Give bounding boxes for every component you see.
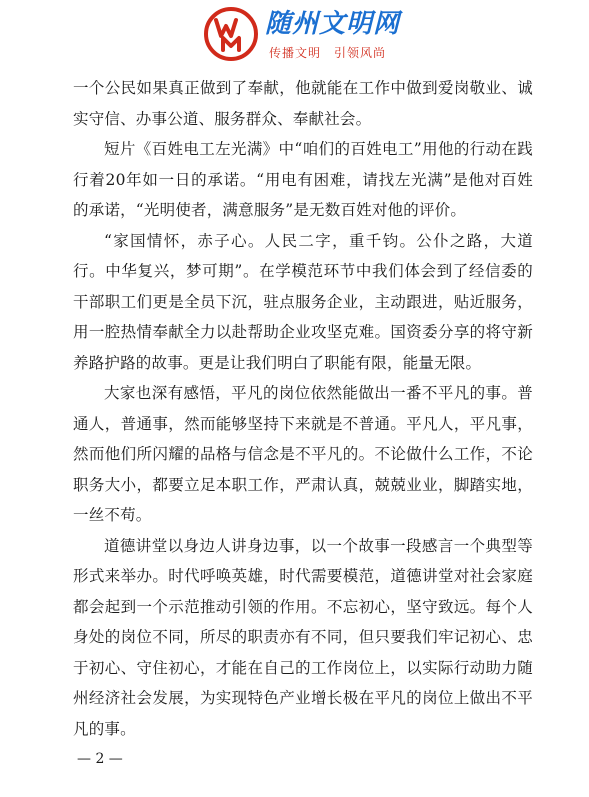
document-body bbox=[73, 73, 533, 744]
site-name: 随州文明网 bbox=[265, 9, 401, 39]
site-slogan: 传播文明 引领风尚 bbox=[269, 46, 387, 60]
paragraph-1: 一个公民如果真正做到了奉献，他就能在工作中做到爱岗敬业、诚实守信、办事公道、服务群众、奉献社会。 bbox=[73, 79, 533, 128]
page-number: — 2 — bbox=[77, 751, 123, 767]
paragraph-2: 短片《百姓电工左光满》中“咱们的百姓电工”用他的行动在践行着20年如一日的承诺。“用电有困难，请找左光满”是他对百姓的承诺，“光明使者，满意服务”是无数百姓对他的评价。 bbox=[73, 140, 533, 219]
site-header bbox=[203, 6, 403, 66]
paragraph-4: 大家也深有感悟，平凡的岗位依然能做出一番不平凡的事。普通人，普通事，然而能够坚持下来就是不普通。平凡人，平凡事，然而他们所闪耀的品格与信念是不平凡的。不论做什么工作，不论职务大小，都要立足本职工作，严肃认真，兢兢业业，脚踏实地，一丝不苟。 bbox=[73, 384, 533, 524]
paragraph-5: 道德讲堂以身边人讲身边事，以一个故事一段感言一个典型等形式来举办。时代呼唤英雄，时代需要模范，道德讲堂对社会家庭都会起到一个示范推动引领的作用。不忘初心，坚守致远。每个人身处的岗位不同，所尽的职责亦有不同，但只要我们牢记初心、忠于初心、守住初心，才能在自己的工作岗位上，以实际行动助力随州经济社会发展，为实现特色产业增长极在平凡的岗位上做出不平凡的事。 bbox=[73, 536, 533, 738]
wm-logo-icon bbox=[203, 6, 259, 62]
paragraph-3: “家国情怀，赤子心。人民二字，重千钧。公仆之路，大道行。中华复兴，梦可期”。在学模范环节中我们体会到了经信委的干部职工们更是全员下沉，驻点服务企业，主动跟进，贴近服务，用一腔热情奉献全力以赴帮助企业攻坚克难。国资委分享的将守新养路护路的故事。更是让我们明白了职能有限，能量无限。 bbox=[73, 231, 533, 372]
